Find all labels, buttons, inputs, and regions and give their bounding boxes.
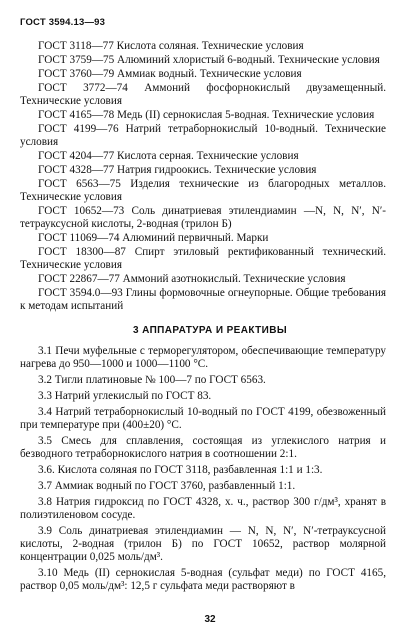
page-number: 32 xyxy=(204,614,216,625)
standard-entry: ГОСТ 4199—76 Натрий тетраборнокислый 10-водный. Технические условия xyxy=(20,123,386,148)
clause-paragraph: 3.1 Печи муфельные с терморегулятором, обеспечивающие температуру нагрева до 950—1000 и 1000—1100 °С. xyxy=(20,345,386,370)
clause-paragraph: 3.7 Аммиак водный по ГОСТ 3760, разбавленный 1:1. xyxy=(38,480,296,492)
standard-entry: ГОСТ 4204—77 Кислота серная. Технические условия xyxy=(38,150,299,162)
standard-entry: ГОСТ 3759—75 Алюминий хлористый 6-водный. Технические условия xyxy=(38,54,380,66)
clause-paragraph: 3.4 Натрий тетраборнокислый 10-водный по ГОСТ 4199, обезвоженный при температуре при (400±20) °С. xyxy=(20,406,386,431)
standard-entry: ГОСТ 4328—77 Натрия гидроокись. Технические условия xyxy=(38,164,317,176)
clause-paragraph: 3.9 Соль динатриевая этилендиамин — N, N, N′, N′-тетрауксусной кислоты, 2-водная (трилон Б) по ГОСТ 10652, раствор молярной концентрации 0,025 моль/дм³. xyxy=(20,525,386,563)
standard-entry: ГОСТ 3772—74 Аммоний фосфорнокислый двузамещенный. Технические условия xyxy=(20,82,386,107)
standard-entry: ГОСТ 22867—77 Аммоний азотнокислый. Технические условия xyxy=(38,273,346,285)
normative-references-list xyxy=(20,40,386,313)
standard-entry: ГОСТ 18300—87 Спирт этиловый ректификованный технический. Технические условия xyxy=(20,246,386,271)
clause-paragraph: 3.10 Медь (II) сернокислая 5-водная (сульфат меди) по ГОСТ 4165, раствор 0,05 моль/дм³: 12,5 г сульфата меди растворяют в xyxy=(20,567,386,592)
standard-entry: ГОСТ 3594.0—93 Глины формовочные огнеупорные. Общие требования к методам испытаний xyxy=(20,287,386,312)
clause-paragraph: 3.2 Тигли платиновые № 100—7 по ГОСТ 6563. xyxy=(38,374,266,386)
standard-entry: ГОСТ 10652—73 Соль динатриевая этилендиамин —N, N, N′, N′-тетрауксусной кислоты, 2-водная (трилон Б) xyxy=(20,205,386,230)
standard-entry: ГОСТ 6563—75 Изделия технические из благородных металлов. Технические условия xyxy=(20,178,386,203)
standard-entry: ГОСТ 3760—79 Аммиак водный. Технические условия xyxy=(38,68,302,80)
section-heading: 3 АППАРАТУРА И РЕАКТИВЫ xyxy=(132,325,288,336)
clause-paragraph: 3.5 Смесь для сплавления, состоящая из углекислого натрия и безводного тетраборнокислого натрия в соотношении 2:1. xyxy=(20,435,386,460)
running-header: ГОСТ 3594.13—93 xyxy=(20,17,106,28)
standard-entry: ГОСТ 11069—74 Алюминий первичный. Марки xyxy=(38,232,269,244)
apparatus-reagents-list xyxy=(20,345,386,596)
clause-paragraph: 3.6. Кислота соляная по ГОСТ 3118, разбавленная 1:1 и 1:3. xyxy=(38,464,323,476)
clause-paragraph: 3.8 Натрия гидроксид по ГОСТ 4328, х. ч., раствор 300 г/дм³, хранят в полиэтиленовом сосуде. xyxy=(20,496,386,521)
clause-paragraph: 3.3 Натрий углекислый по ГОСТ 83. xyxy=(38,390,212,402)
standard-entry: ГОСТ 4165—78 Медь (II) сернокислая 5-водная. Технические условия xyxy=(38,109,375,121)
standard-entry: ГОСТ 3118—77 Кислота соляная. Технические условия xyxy=(38,40,304,52)
